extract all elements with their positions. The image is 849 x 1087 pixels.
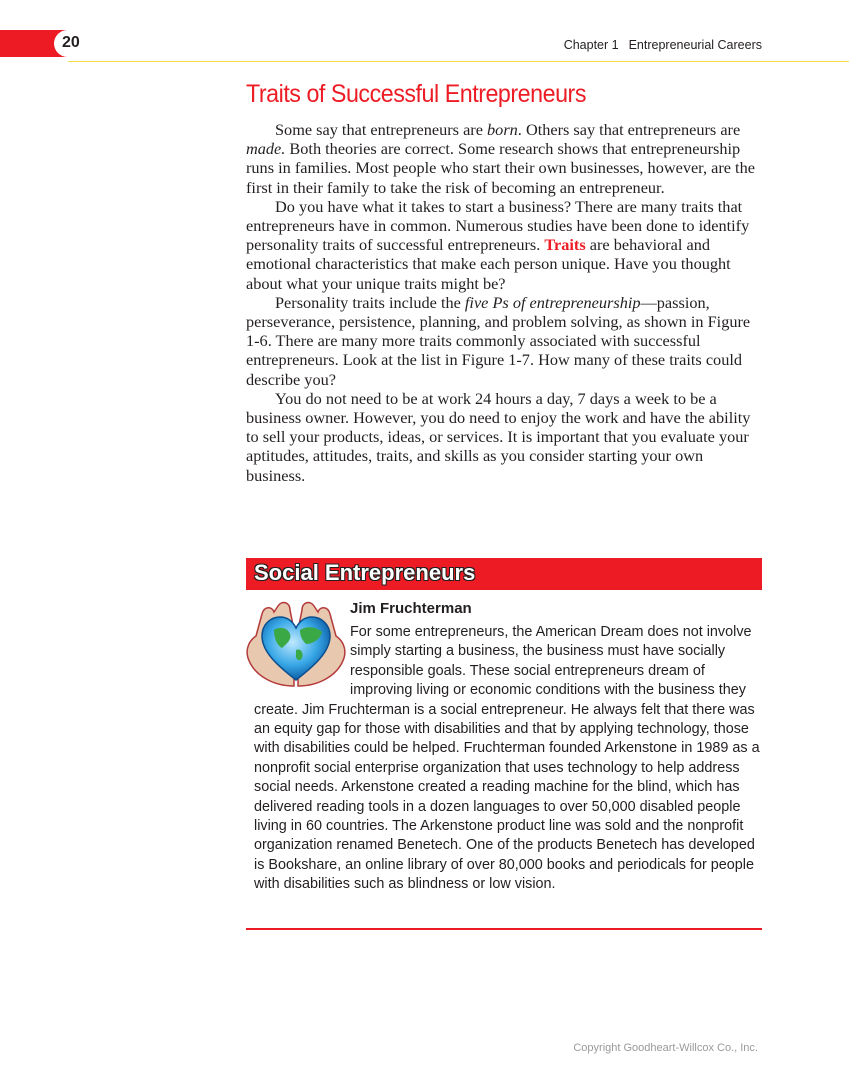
text-run: . Others say that entrepreneurs are bbox=[517, 120, 741, 139]
section-body bbox=[246, 120, 766, 485]
text-run: Do you have what it takes to start a business? There are many traits that entrepreneurs have in common. Numerous studies have been done to identify personality traits of successful entrepreneurs. bbox=[246, 196, 750, 255]
italic-made: made. bbox=[246, 139, 286, 159]
chapter-title: Entrepreneurial Careers bbox=[628, 38, 762, 52]
text-run: Some say that entrepreneurs are bbox=[275, 120, 488, 139]
feature-title: Social Entrepreneurs bbox=[254, 560, 476, 585]
icon-wrap-spacer bbox=[254, 623, 350, 697]
section-title: Traits of Successful Entrepreneurs bbox=[246, 80, 586, 108]
paragraph-4: You do not need to be at work 24 hours a day, 7 days a week to be a business owner. However, you do need to enjoy the work and have the ability to sell your products, ideas, or services. It is important that you evaluate your aptitudes, attitudes, traits, and skills as you consider starting your own business. bbox=[246, 388, 751, 485]
paragraph-3 bbox=[246, 293, 766, 389]
text-run: Both theories are correct. Some research shows that entrepreneurship runs in families. Most people who start their own businesses, however, are the first in their family to take the risk of becoming an entrepreneur. bbox=[246, 139, 755, 197]
feature-body-text: For some entrepreneurs, the American Dream does not involve simply starting a business, the business must have socially responsible goals. These social entrepreneurs dream of improving living or economic conditions with the business they create. Jim Fruchterman is a social entrepreneur. He always felt that there was an equity gap for those with disabilities and that by applying technology, those with disabilities could be helped. Fruchterman founded Arkenstone in 1989 as a nonprofit social enterprise organization that uses technology to help address social needs. Arkenstone created a reading machine for the blind, which has delivered reading tools in a dozen languages to over 50,000 disabled people living in 60 countries. The Arkenstone product line was sold and the nonprofit organization renamed Benetech. One of the products Benetech has developed is Bookshare, an online library of over 80,000 books and periodicals for people with disabilities such as blindness or low vision. bbox=[254, 624, 760, 893]
feature-body bbox=[254, 623, 764, 895]
text-run: —passion, perseverance, persistence, planning, and problem solving, as shown in Figure 1-6. There are many more traits commonly associated with successful entrepreneurs. Look at the list in Figure 1-7. How many of these traits could describe you? bbox=[246, 292, 751, 389]
italic-born: born bbox=[487, 120, 518, 139]
key-term-traits: Traits bbox=[544, 235, 586, 255]
running-head bbox=[564, 38, 762, 52]
feature-person-name: Jim Fruchterman bbox=[350, 600, 472, 617]
feature-banner bbox=[246, 558, 762, 590]
chapter-label: Chapter 1 bbox=[563, 38, 619, 52]
paragraph-1 bbox=[246, 120, 766, 197]
header-divider bbox=[68, 61, 849, 62]
feature-bottom-rule bbox=[246, 928, 762, 930]
text-run: Personality traits include the bbox=[275, 292, 465, 312]
italic-five-ps: five Ps of entrepreneurship bbox=[464, 292, 641, 312]
copyright-notice: Copyright Goodheart-Willcox Co., Inc. bbox=[573, 1042, 758, 1054]
page-number: 20 bbox=[62, 34, 80, 51]
paragraph-2 bbox=[246, 197, 766, 293]
text-run: are behavioral and emotional characteristics that make each person unique. Have you thought about what your unique traits might be? bbox=[246, 235, 731, 293]
